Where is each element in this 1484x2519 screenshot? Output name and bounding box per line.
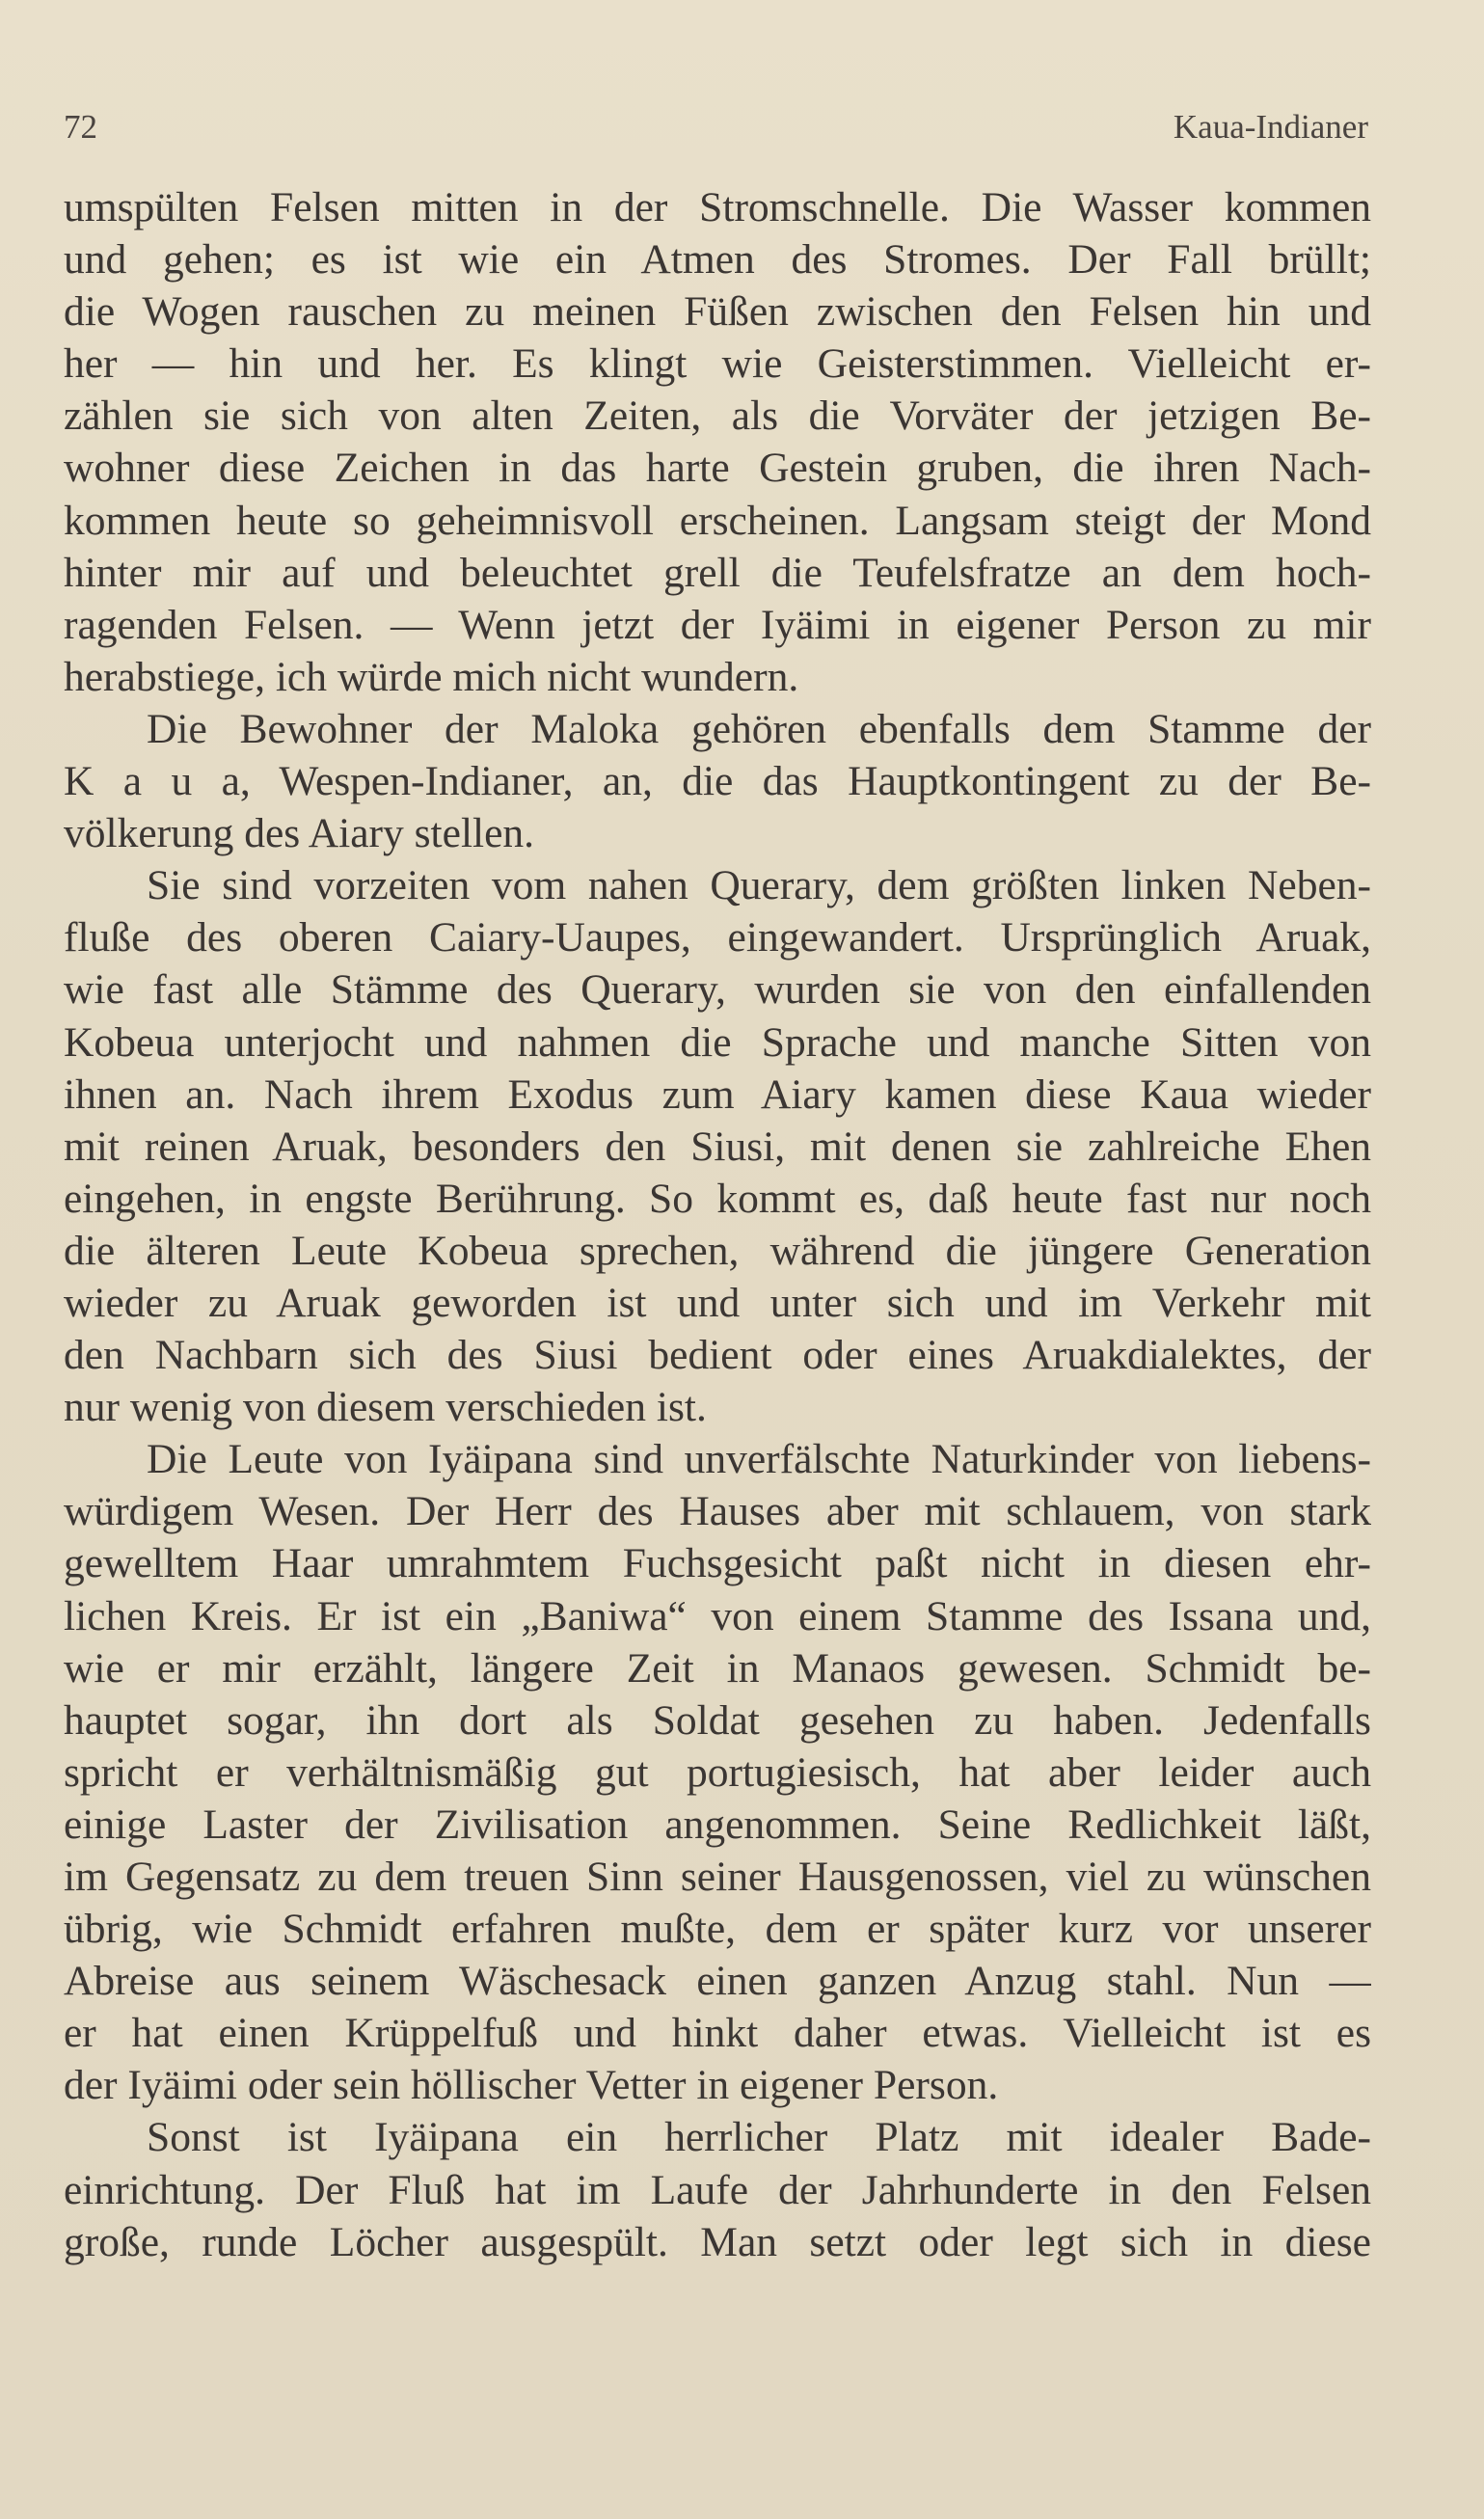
text-line: Sie sind vorzeiten vom nahen Querary, dem größten linken Neben- xyxy=(147,862,1371,909)
text-line: wie fast alle Stämme des Querary, wurden sie von den einfallenden xyxy=(64,966,1371,1014)
text-line: im Gegensatz zu dem treuen Sinn seiner Hausgenossen, viel zu wünschen xyxy=(64,1854,1371,1900)
text-line: die Wogen rauschen zu meinen Füßen zwischen den Felsen hin und xyxy=(64,288,1371,336)
text-line: Abreise aus seinem Wäschesack einen ganzen Anzug stahl. Nun — xyxy=(64,1958,1371,2005)
text-line: übrig, wie Schmidt erfahren mußte, dem er später kurz vor unserer xyxy=(64,1906,1371,1953)
text-line: Die Leute von Iyäipana sind unverfälschte Naturkinder von liebens- xyxy=(147,1436,1371,1483)
text-line: hauptet sogar, ihn dort als Soldat gesehen zu haben. Jedenfalls xyxy=(64,1696,1371,1744)
page-header xyxy=(64,108,1368,156)
text-line: zählen sie sich von alten Zeiten, als die Vorväter der jetzigen Be- xyxy=(64,393,1371,440)
text-line: eingehen, in engste Berührung. So kommt es, daß heute fast nur noch xyxy=(64,1175,1371,1222)
text-line: kommen heute so geheimnisvoll erscheinen. Langsam steigt der Mond xyxy=(64,497,1371,544)
text-line: ragenden Felsen. — Wenn jetzt der Iyäimi in eigener Person zu mir xyxy=(64,601,1371,648)
running-title: Kaua-Indianer xyxy=(1173,108,1368,146)
text-line: herabstiege, ich würde mich nicht wundern. xyxy=(64,653,799,700)
page-number: 72 xyxy=(64,108,97,146)
text-line: einige Laster der Zivilisation angenommen. Seine Redlichkeit läßt, xyxy=(64,1801,1371,1848)
text-line: gewelltem Haar umrahmtem Fuchsgesicht paßt nicht in diesen ehr- xyxy=(64,1540,1371,1587)
text-line: wieder zu Aruak geworden ist und unter sich und im Verkehr mit xyxy=(64,1279,1371,1326)
text-line: er hat einen Krüppelfuß und hinkt daher etwas. Vielleicht ist es xyxy=(64,2010,1371,2057)
text-line: spricht er verhältnismäßig gut portugiesisch, hat aber leider auch xyxy=(64,1748,1371,1796)
text-line: lichen Kreis. Er ist ein „Baniwa“ von einem Stamme des Issana und, xyxy=(64,1592,1371,1639)
text-line: den Nachbarn sich des Siusi bedient oder eines Aruakdialektes, der xyxy=(64,1332,1371,1379)
text-line: würdigem Wesen. Der Herr des Hauses aber mit schlauem, von stark xyxy=(64,1488,1371,1535)
text-line: umspülten Felsen mitten in der Stromschnelle. Die Wasser kommen xyxy=(64,184,1371,230)
text-line: und gehen; es ist wie ein Atmen des Stromes. Der Fall brüllt; xyxy=(64,236,1371,284)
text-line: der Iyäimi oder sein höllischer Vetter in eigener Person. xyxy=(64,2062,999,2109)
text-line: wie er mir erzählt, längere Zeit in Manaos gewesen. Schmidt be- xyxy=(64,1644,1371,1692)
text-line: fluße des oberen Caiary-Uaupes, eingewandert. Ursprünglich Aruak, xyxy=(64,914,1371,962)
text-line: K a u a, Wespen-Indianer, an, die das Hauptkontingent zu der Be- xyxy=(64,758,1371,805)
text-line: Die Bewohner der Maloka gehören ebenfalls dem Stamme der xyxy=(147,705,1371,752)
text-line: her — hin und her. Es klingt wie Geisterstimmen. Vielleicht er- xyxy=(64,340,1371,388)
text-line: hinter mir auf und beleuchtet grell die Teufelsfratze an dem hoch- xyxy=(64,549,1371,596)
text-line: nur wenig von diesem verschieden ist. xyxy=(64,1384,707,1431)
text-line: Kobeua unterjocht und nahmen die Sprache und manche Sitten von xyxy=(64,1018,1371,1066)
text-line: wohner diese Zeichen in das harte Gestein gruben, die ihren Nach- xyxy=(64,445,1371,492)
text-line: ihnen an. Nach ihrem Exodus zum Aiary kamen diese Kaua wieder xyxy=(64,1070,1371,1118)
text-line: völkerung des Aiary stellen. xyxy=(64,810,535,857)
text-line: Sonst ist Iyäipana ein herrlicher Platz mit idealer Bade- xyxy=(147,2114,1371,2161)
text-line: die älteren Leute Kobeua sprechen, während die jüngere Generation xyxy=(64,1227,1371,1274)
text-line: große, runde Löcher ausgespült. Man setzt oder legt sich in diese xyxy=(64,2218,1371,2265)
text-line: einrichtung. Der Fluß hat im Laufe der Jahrhunderte in den Felsen xyxy=(64,2166,1371,2213)
text-line: mit reinen Aruak, besonders den Siusi, mit denen sie zahlreiche Ehen xyxy=(64,1123,1371,1170)
body-text xyxy=(64,181,1371,2268)
